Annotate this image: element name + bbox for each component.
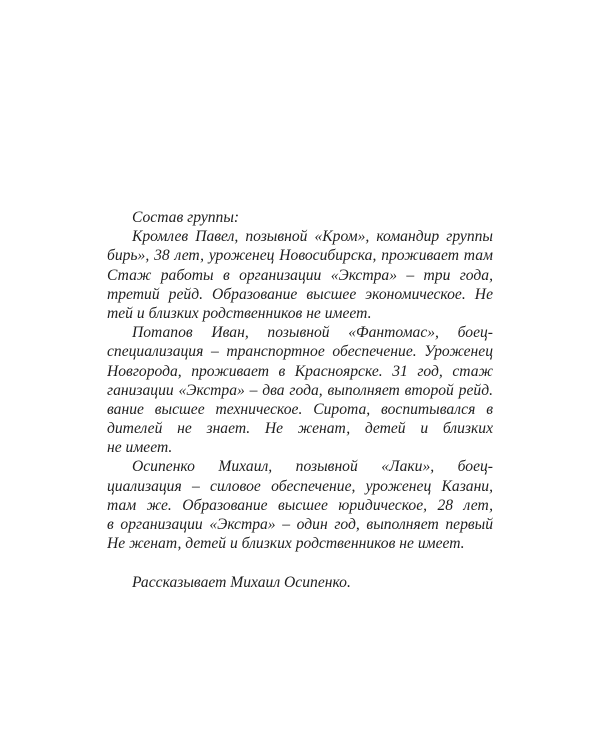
text-line: ганизации «Экстра» – два года, выполняет второй рейд. bbox=[107, 381, 493, 399]
text-line: дителей не знает. Не женат, детей и близких bbox=[107, 420, 493, 438]
text-line: там же. Образование высшее юридическое, 28 лет, bbox=[107, 496, 493, 514]
text-line: Осипенко Михаил, позывной «Лаки», боец- bbox=[132, 458, 493, 476]
text-line: Не женат, детей и близких родственников не имеет. bbox=[107, 535, 465, 553]
text-line: специализация – транспортное обеспечение. Уроженец bbox=[107, 343, 493, 361]
paragraph-potapov bbox=[107, 323, 493, 457]
paragraph-osipenko bbox=[107, 457, 493, 553]
text-line: циализация – силовое обеспечение, уроженец Казани, bbox=[107, 477, 493, 495]
text-line: в организации «Экстра» – один год, выполняет первый bbox=[107, 516, 493, 533]
document-page bbox=[107, 208, 493, 592]
text-line: бирь», 38 лет, уроженец Новосибирска, проживает там bbox=[107, 247, 493, 265]
text-line: не имеет. bbox=[107, 439, 173, 457]
text-line: тей и близких родственников не имеет. bbox=[107, 304, 372, 322]
text-line: вание высшее техническое. Сирота, воспитывался в bbox=[107, 400, 493, 418]
paragraph-kromlev bbox=[107, 227, 493, 323]
spacer bbox=[107, 553, 493, 572]
section-heading: Состав группы: bbox=[132, 209, 240, 226]
text-line: Новгорода, проживает в Красноярске. 31 год, стаж bbox=[107, 362, 493, 380]
narrator-line: Рассказывает Михаил Осипенко. bbox=[132, 573, 351, 591]
text-line: Стаж работы в организации «Экстра» – три года, bbox=[107, 266, 493, 284]
text-line: третий рейд. Образование высшее экономическое. Не bbox=[107, 285, 493, 303]
text-line: Потапов Иван, позывной «Фантомас», боец- bbox=[132, 324, 493, 342]
text-line: Кромлев Павел, позывной «Кром», командир группы bbox=[132, 228, 493, 246]
